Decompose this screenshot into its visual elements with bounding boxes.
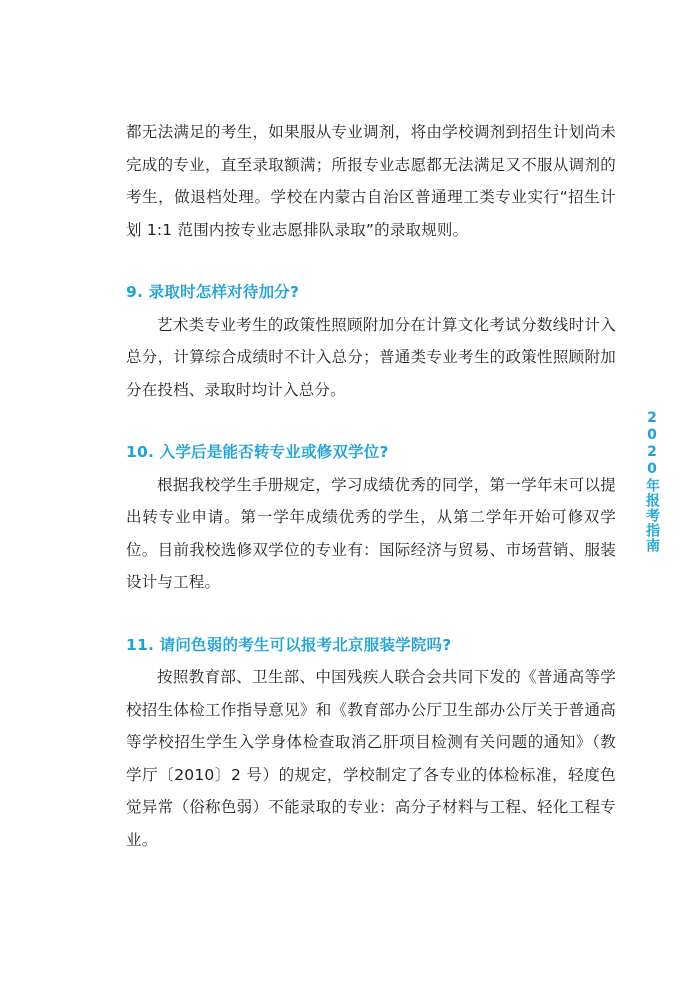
heading-question-9: 9. 录取时怎样对待加分? (126, 283, 300, 301)
paragraph-admission-rules: 都无法满足的考生，如果服从专业调剂，将由学校调剂到招生计划尚未完成的专业，直至录取额满；所报专业志愿都无法满足又不服从调剂的考生，做退档处理。学校在内蒙古自治区普通理工类专业实行“招生计划 1:1 范围内按专业志愿排队录取”的录取规则。 (126, 123, 616, 239)
answer-question-10: 根据我校学生手册规定，学习成绩优秀的同学，第一学年末可以提出转专业申请。第一学年成绩优秀的学生，从第二学年开始可修双学位。目前我校选修双学位的专业有：国际经济与贸易、市场营销、服装设计与工程。 (126, 475, 616, 591)
heading-question-10: 10. 入学后是能否转专业或修双学位? (126, 443, 389, 461)
side-label-guide: 2020年报考指南 (644, 410, 660, 553)
answer-question-11: 按照教育部、卫生部、中国残疾人联合会共同下发的《普通高等学校招生体检工作指导意见》和《教育部办公厅卫生部办公厅关于普通高等学校招生学生入学身体检查取消乙肝项目检测有关问题的通知》（教学厅〔2010〕2 号）的规定，学校制定了各专业的体检标准，轻度色觉异常（俗称色弱）不能录取的专业：高分子材料与工程、轻化工程专业。 (126, 668, 616, 849)
section-gap (126, 599, 616, 629)
main-content (126, 116, 616, 856)
answer-question-9: 艺术类专业考生的政策性照顾附加分在计算文化考试分数线时计入总分，计算综合成绩时不计入总分；普通类专业考生的政策性照顾附加分在投档、录取时均计入总分。 (126, 315, 616, 399)
section-gap (126, 406, 616, 436)
section-gap (126, 246, 616, 276)
heading-question-11: 11. 请问色弱的考生可以报考北京服装学院吗? (126, 635, 452, 654)
